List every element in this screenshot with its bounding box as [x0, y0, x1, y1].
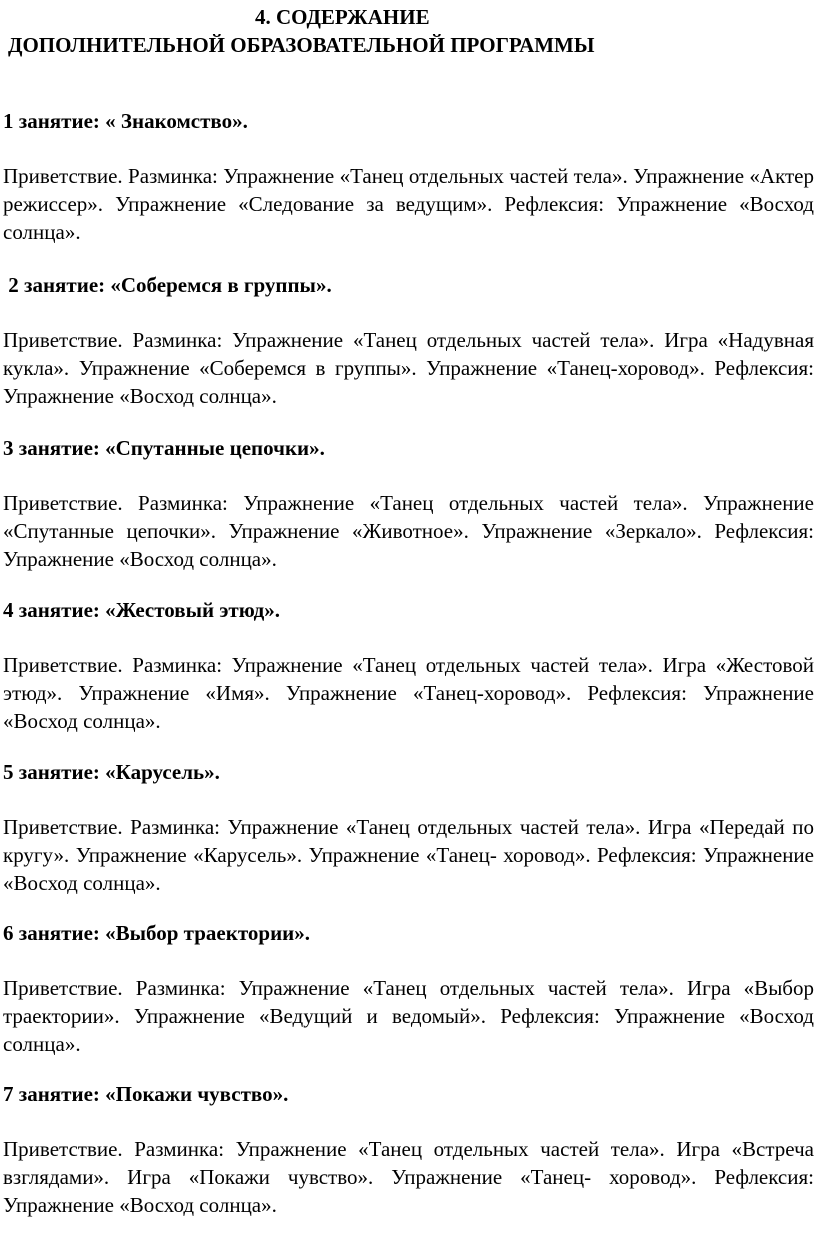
session-1	[3, 108, 814, 246]
session-heading: 6 занятие: «Выбор траектории».	[3, 921, 311, 945]
session-7	[3, 1081, 814, 1219]
session-description: Приветствие. Разминка: Упражнение «Танец отдельных частей тела». Игра «Встреча взглядами». Игра «Покажи чувство». Упражнение «Танец- хоровод». Рефлексия: Упражнение «Восход солнца».	[3, 1137, 814, 1217]
session-heading: 7 занятие: «Покажи чувство».	[3, 1082, 289, 1106]
section-subtitle: ДОПОЛНИТЕЛЬНОЙ ОБРАЗОВАТЕЛЬНОЙ ПРОГРАММЫ	[8, 33, 595, 57]
session-description: Приветствие. Разминка: Упражнение «Танец отдельных частей тела». Упражнение «Актер режиссер». Упражнение «Следование за ведущим». Рефлексия: Упражнение «Восход солнца».	[3, 164, 814, 244]
session-heading: 2 занятие: «Соберемся в группы».	[3, 273, 332, 297]
session-heading: 1 занятие: « Знакомство».	[3, 109, 248, 133]
session-heading: 3 занятие: «Спутанные цепочки».	[3, 436, 325, 460]
session-5	[3, 759, 814, 897]
session-2	[3, 272, 814, 410]
session-description: Приветствие. Разминка: Упражнение «Танец отдельных частей тела». Игра «Жестовой этюд». Упражнение «Имя». Упражнение «Танец-хоровод». Рефлексия: Упражнение «Восход солнца».	[3, 653, 814, 733]
session-heading: 4 занятие: «Жестовый этюд».	[3, 598, 280, 622]
section-title: 4. СОДЕРЖАНИЕ	[255, 5, 430, 29]
session-4	[3, 597, 814, 735]
session-description: Приветствие. Разминка: Упражнение «Танец отдельных частей тела». Упражнение «Спутанные цепочки». Упражнение «Животное». Упражнение «Зеркало». Рефлексия: Упражнение «Восход солнца».	[3, 491, 814, 571]
session-heading: 5 занятие: «Карусель».	[3, 760, 220, 784]
session-description: Приветствие. Разминка: Упражнение «Танец отдельных частей тела». Игра «Надувная кукла». Упражнение «Соберемся в группы». Упражнение «Танец-хоровод». Рефлексия: Упражнение «Восход солнца».	[3, 328, 814, 408]
session-description: Приветствие. Разминка: Упражнение «Танец отдельных частей тела». Игра «Выбор траектории». Упражнение «Ведущий и ведомый». Рефлексия: Упражнение «Восход солнца».	[3, 976, 814, 1056]
session-description: Приветствие. Разминка: Упражнение «Танец отдельных частей тела». Игра «Передай по кругу». Упражнение «Карусель». Упражнение «Танец- хоровод». Рефлексия: Упражнение «Восход солнца».	[3, 815, 814, 895]
session-3	[3, 435, 814, 573]
session-6	[3, 920, 814, 1058]
